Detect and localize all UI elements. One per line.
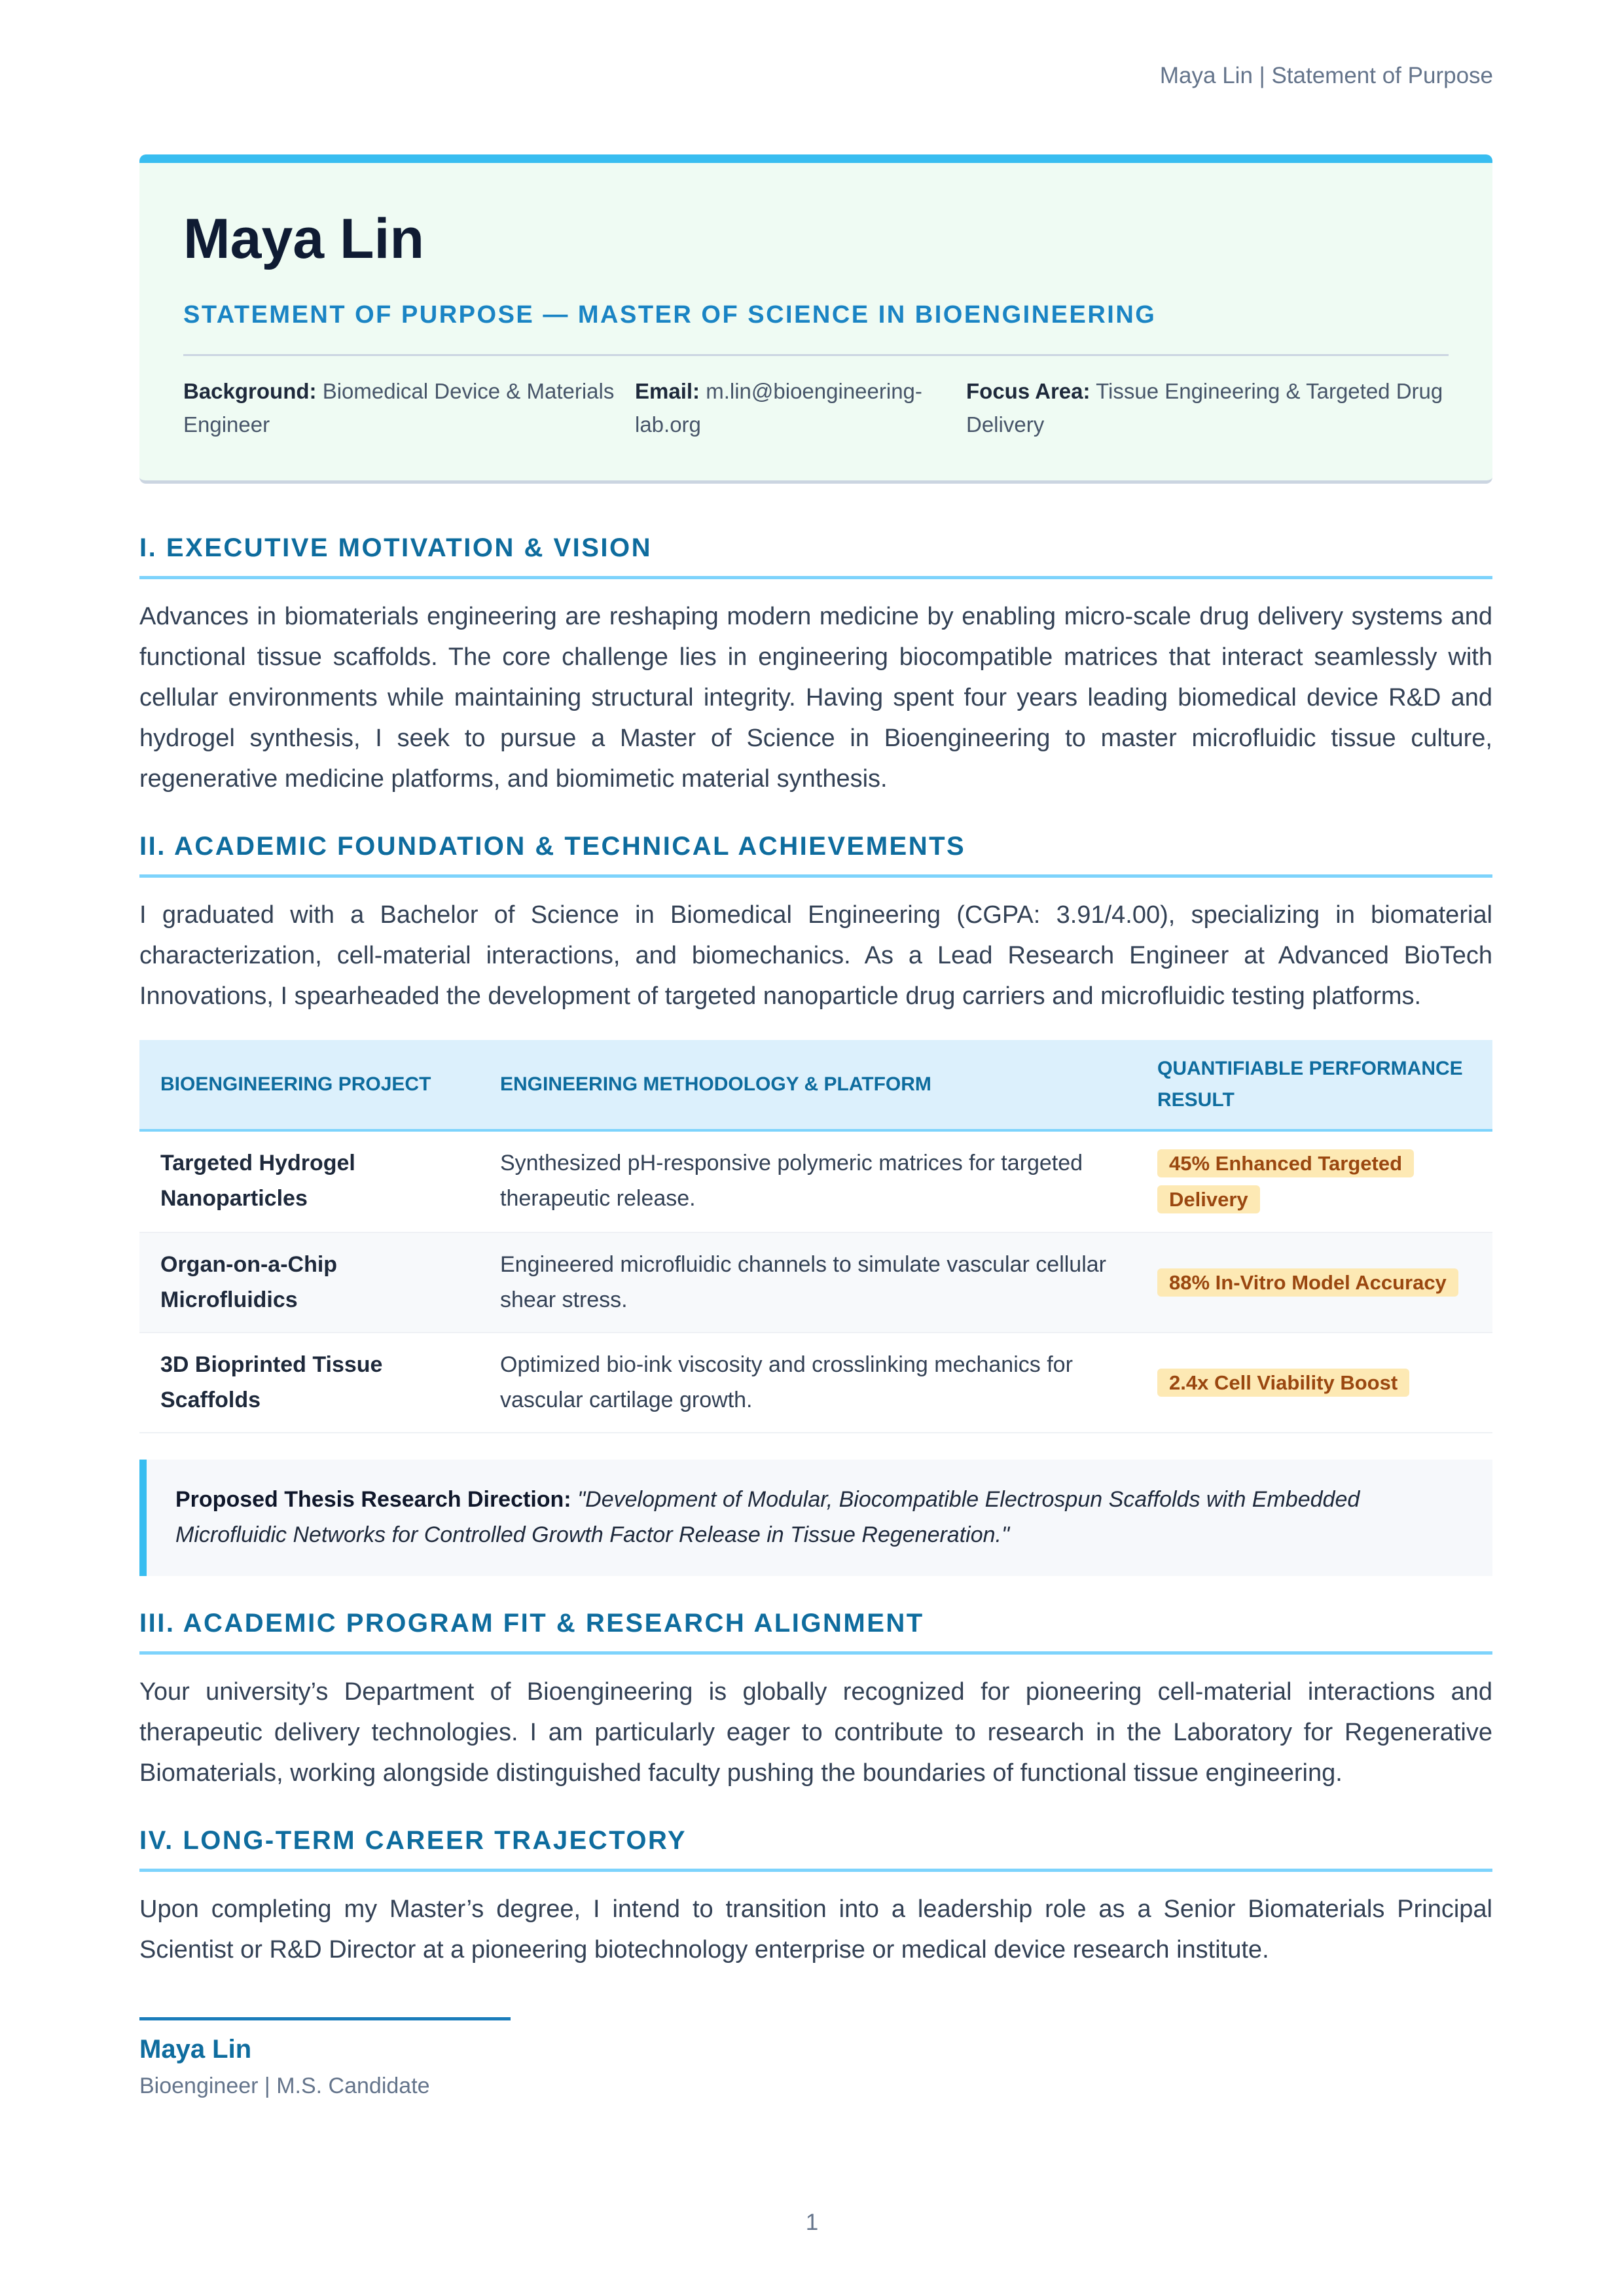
contact-details — [183, 374, 1449, 441]
project-result-cell — [1136, 1232, 1492, 1333]
background-label: Background: — [183, 379, 317, 403]
signature-line — [139, 2017, 511, 2020]
document-subtitle: STATEMENT OF PURPOSE — MASTER OF SCIENCE IN BIOENGINEERING — [183, 301, 1157, 329]
table-header-row — [139, 1040, 1492, 1130]
signature-name: Maya Lin — [139, 2035, 252, 2064]
project-methodology: Engineered microfluidic channels to simulate vascular cellular shear stress. — [479, 1232, 1136, 1333]
background-field — [183, 374, 635, 441]
thesis-callout — [139, 1460, 1492, 1576]
focus-area-field — [966, 374, 1444, 441]
background-value: Biomedical Device & Materials Engineer — [183, 379, 615, 437]
column-header-methodology: ENGINEERING METHODOLOGY & PLATFORM — [479, 1040, 1136, 1130]
table-row — [139, 1130, 1492, 1232]
section-title-motivation: I. EXECUTIVE MOTIVATION & VISION — [139, 533, 1492, 579]
result-badge: 88% In-Vitro Model Accuracy — [1157, 1268, 1458, 1297]
result-badge: 45% Enhanced Targeted Delivery — [1157, 1149, 1414, 1213]
column-header-project: BIOENGINEERING PROJECT — [139, 1040, 479, 1130]
table-row — [139, 1333, 1492, 1433]
project-methodology: Optimized bio-ink viscosity and crosslinking mechanics for vascular cartilage growth. — [479, 1333, 1136, 1433]
email-field — [635, 374, 966, 441]
section-title-program-fit: III. ACADEMIC PROGRAM FIT & RESEARCH ALIGNMENT — [139, 1609, 1492, 1655]
project-result-cell — [1136, 1333, 1492, 1433]
signature-block — [139, 2017, 1492, 2099]
thesis-text: "Development of Modular, Biocompatible Electrospun Scaffolds with Embedded Microfluidic Networks for Controlled Growth Factor Release in Tissue Regeneration." — [175, 1487, 1360, 1547]
email-label: Email: — [635, 379, 700, 403]
projects-table — [139, 1040, 1492, 1433]
header-card — [139, 154, 1492, 484]
project-result-cell — [1136, 1130, 1492, 1232]
section-title-academic-foundation: II. ACADEMIC FOUNDATION & TECHNICAL ACHIEVEMENTS — [139, 832, 1492, 878]
document-content — [139, 154, 1492, 2099]
signature-title: Bioengineer | M.S. Candidate — [139, 2073, 430, 2098]
section-body-academic-foundation: I graduated with a Bachelor of Science in Biomedical Engineering (CGPA: 3.91/4.00), specializing in biomaterial characterization, cell-material interactions, and biomechanics. As a Lead Research Engineer at Advanced BioTech Innovations, I spearheaded the development of targeted nanoparticle drug carriers and microfluidic testing platforms. — [139, 901, 1492, 1010]
applicant-name: Maya Lin — [183, 207, 424, 270]
project-name: 3D Bioprinted Tissue Scaffolds — [139, 1333, 479, 1433]
project-name: Organ-on-a-Chip Microfluidics — [139, 1232, 479, 1333]
project-methodology: Synthesized pH-responsive polymeric matrices for targeted therapeutic release. — [479, 1130, 1136, 1232]
focus-area-value: Tissue Engineering & Targeted Drug Delivery — [966, 379, 1443, 437]
email-value[interactable]: m.lin@bioengineering-lab.org — [635, 379, 922, 437]
focus-area-label: Focus Area: — [966, 379, 1091, 403]
table-row — [139, 1232, 1492, 1333]
page-header-label: Maya Lin | Statement of Purpose — [1159, 63, 1493, 88]
project-name: Targeted Hydrogel Nanoparticles — [139, 1130, 479, 1232]
section-body-motivation: Advances in biomaterials engineering are reshaping modern medicine by enabling micro-scale drug delivery systems and functional tissue scaffolds. The core challenge lies in engineering biocompatible matrices that interact seamlessly with cellular environments while maintaining structural integrity. Having spent four years leading biomedical device R&D and hydrogel synthesis, I seek to pursue a Master of Science in Bioengineering to master microfluidic tissue culture, regenerative medicine platforms, and biomimetic material synthesis. — [139, 603, 1492, 793]
page-number: 1 — [805, 2210, 819, 2235]
section-body-program-fit: Your university’s Department of Bioengineering is globally recognized for pioneering cell-material interactions and therapeutic delivery technologies. I am particularly eager to contribute to research in the Laboratory for Regenerative Biomaterials, working alongside distinguished faculty pushing the boundaries of functional tissue engineering. — [139, 1678, 1492, 1787]
thesis-label: Proposed Thesis Research Direction: — [175, 1487, 571, 1512]
result-badge: 2.4x Cell Viability Boost — [1157, 1369, 1409, 1397]
column-header-result: QUANTIFIABLE PERFORMANCE RESULT — [1136, 1040, 1492, 1130]
header-divider — [183, 354, 1449, 356]
section-body-career-trajectory: Upon completing my Master’s degree, I intend to transition into a leadership role as a Senior Biomaterials Principal Scientist or R&D Director at a pioneering biotechnology enterprise or medical device research institute. — [139, 1895, 1492, 1964]
section-title-career-trajectory: IV. LONG-TERM CAREER TRAJECTORY — [139, 1826, 1492, 1872]
